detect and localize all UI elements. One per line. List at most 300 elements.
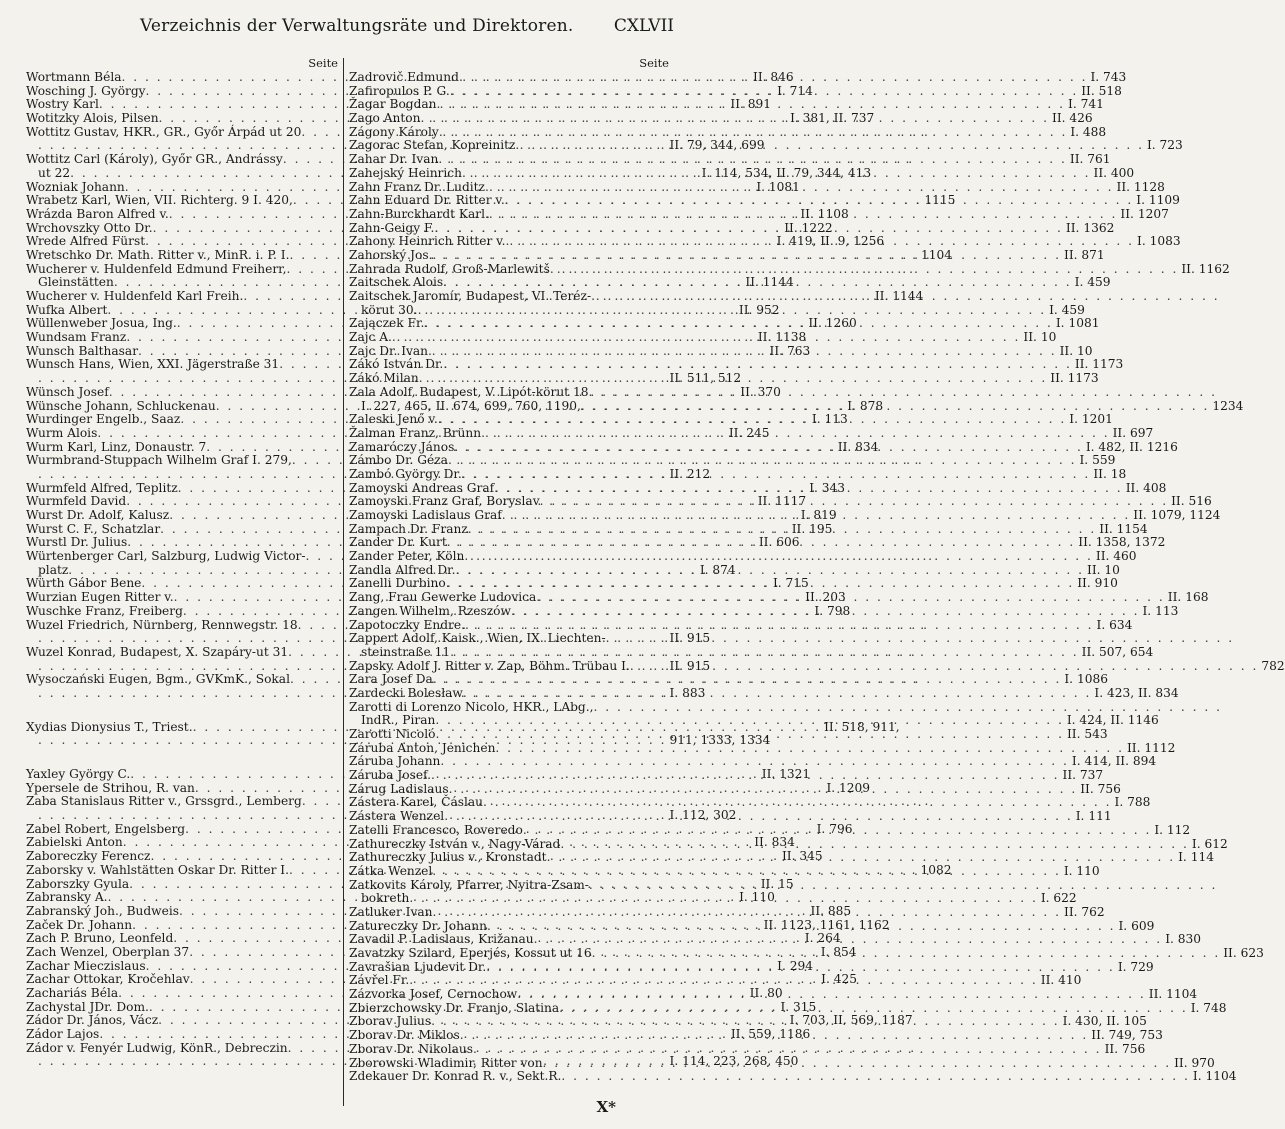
volume-ref: II. — [669, 631, 684, 646]
entry-name: Wurst Dr. Adolf, Kalusz — [26, 508, 170, 522]
index-entry — [26, 646, 338, 660]
volume-ref: II. — [1080, 781, 1094, 796]
entry-reference — [1144, 139, 1183, 153]
entry-name: Zago Anton — [349, 111, 421, 126]
entry-reference — [1049, 112, 1093, 126]
entry-name: Zampach Dr. Franz — [349, 521, 468, 536]
volume-ref: I. 414, II. — [1071, 754, 1129, 769]
volume-ref: II. — [1104, 1041, 1119, 1056]
leader-dots — [464, 550, 1093, 564]
leader-dots — [433, 673, 1062, 687]
page-ref: 1144 — [892, 289, 924, 303]
entry-name: Wuschke Franz, Freiberg — [26, 603, 183, 618]
leader-dots — [502, 509, 1131, 523]
page-ref: 10 — [1104, 562, 1120, 577]
volume-ref: II. — [1093, 165, 1108, 180]
entry-name: Zapsky Adolf J. Ritter v. Zap, Böhm. Trübau I. — [349, 658, 630, 673]
page-ref: 894 — [1132, 754, 1157, 769]
page-ref: 111 — [1088, 809, 1112, 824]
entry-reference — [1133, 194, 1180, 208]
entry-name: Zadrovič Edmund — [349, 70, 459, 84]
volume-ref: II. — [1181, 261, 1195, 276]
volume-ref: I. — [1096, 617, 1106, 632]
page-ref: 1146 — [1127, 713, 1159, 728]
page-ref: 1104 — [1166, 987, 1198, 1002]
entry-name: Zborav Dr. Nikolaus — [349, 1041, 474, 1056]
volume-ref: II. 749, — [1091, 1028, 1136, 1043]
entry-name: Zala Adolf, Budapest, V. Lipót-körut 18 — [349, 384, 589, 399]
page-ref: 18 — [1110, 466, 1127, 481]
leader-dots — [435, 714, 1064, 728]
entry-name: Wurmbrand-Stuppach Wilhelm Graf I. 279, — [26, 453, 292, 468]
page-ref: 408 — [1143, 480, 1167, 495]
page-ref: 105 — [1123, 1014, 1147, 1029]
entry-name: Zachystal JDr. Dom. — [26, 999, 149, 1014]
leader-dots — [454, 441, 1083, 455]
volume-ref: II. — [1116, 179, 1131, 194]
volume-ref: I. — [1146, 138, 1156, 153]
entry-reference — [1072, 276, 1111, 290]
entry-name: Wurmfeld David — [26, 494, 127, 509]
volume-ref: I. 419, II. 9, — [776, 234, 850, 249]
volume-ref: I. — [816, 821, 826, 836]
page-ref: 10 — [1040, 330, 1057, 345]
entry-name: platz — [38, 562, 69, 577]
volume-ref: I. — [809, 480, 818, 495]
leader-dots — [438, 153, 1067, 167]
page-ref: 1128 — [1133, 179, 1165, 194]
entry-reference — [1258, 660, 1284, 674]
entry-reference — [1178, 263, 1229, 277]
entry-reference — [1171, 1057, 1215, 1071]
entry-reference — [1069, 755, 1156, 769]
page-ref: 450 — [775, 1054, 799, 1069]
page-ref: 264 — [817, 931, 841, 946]
entry-name: Zahejský Heinrich — [349, 165, 462, 180]
entry-name: Zárug Ladislaus — [349, 781, 449, 796]
page-ref: 302 — [713, 808, 737, 823]
entry-reference — [1117, 208, 1168, 222]
entry-name: Würtenberger Carl, Salzburg, Ludwig Victor- — [26, 549, 306, 564]
volume-ref: II. — [1093, 466, 1107, 481]
index-entry-continuation — [349, 644, 1154, 660]
page-ref: 10 — [1076, 343, 1093, 358]
entry-name: Wottitz Gustav, HKR., GR., Győr Árpád ut 20 — [26, 124, 302, 139]
volume-ref: II. 507, — [1081, 644, 1127, 659]
entry-name: Zabel Robert, Engelsberg — [26, 821, 186, 836]
volume-ref: II. — [791, 521, 806, 536]
page-ref: 1138 — [775, 330, 807, 345]
entry-name: Wufka Albert — [26, 302, 108, 317]
volume-ref: II. — [1069, 152, 1084, 167]
page-ref: 622 — [1053, 891, 1077, 906]
entry-name: Zangen Wilhelm, Rzeszów — [349, 603, 511, 618]
volume-ref: I. — [1142, 603, 1152, 618]
entry-name: Zaboreczky Ferencz — [26, 849, 151, 864]
entry-name: Zamoyski Franz Graf, Boryslav — [349, 494, 540, 509]
volume-ref: II. — [810, 903, 825, 918]
page-ref: 80 — [767, 986, 783, 1000]
leader-dots — [581, 400, 1210, 414]
entry-reference — [1064, 714, 1159, 728]
entry-name: Zahorský Jos. — [349, 247, 433, 262]
entry-reference — [1123, 482, 1167, 496]
page-ref: 737 — [851, 111, 875, 126]
entry-reference — [1115, 920, 1154, 934]
leader-dots — [473, 1043, 1102, 1057]
page-ref: 741 — [1080, 97, 1104, 112]
entry-name: Zach Wenzel, Oberplan 37 — [26, 944, 190, 959]
entry-name: Zádor Lajos — [26, 1027, 100, 1042]
entry-name: Ypersele de Strihou, R. van — [26, 780, 195, 795]
page-ref: 343 — [821, 480, 846, 495]
entry-name: Zappert Adolf, Kaisk., Wien, IX. Liechten- — [349, 631, 606, 646]
entry-name: Wurzian Eugen Ritter v. — [26, 590, 174, 605]
page-ref: 1108 — [817, 206, 849, 221]
volume-ref: II. 79, 344, — [669, 138, 738, 153]
volume-ref: II. — [1148, 987, 1163, 1002]
entry-reference — [1114, 181, 1165, 195]
entry-reference — [1067, 153, 1111, 167]
volume-ref: II. — [1095, 549, 1110, 564]
volume-ref: II. 518, 911, — [824, 719, 900, 734]
index-entry — [26, 126, 338, 140]
entry-name: Zahn Franz Dr. Luditz — [349, 179, 485, 194]
volume-ref: II. — [1062, 768, 1077, 783]
entry-name: Záruba Johann — [349, 754, 441, 769]
index-entry — [349, 124, 1107, 140]
leader-dots — [495, 742, 1124, 756]
volume-ref: II. 511, — [669, 371, 715, 386]
entry-name: Wundsam Franz — [26, 330, 127, 345]
volume-ref: II. — [738, 302, 753, 317]
page-ref: 761 — [1087, 152, 1111, 167]
entry-name: Zach P. Bruno, Leonfeld — [26, 931, 174, 946]
volume-ref: II. — [1174, 1055, 1188, 1070]
leader-dots — [444, 810, 1073, 824]
volume-ref: II. — [1099, 521, 1113, 536]
leader-dots — [561, 1070, 1190, 1084]
entry-name: Zborav Julius — [349, 1014, 432, 1029]
index-entry — [349, 632, 669, 646]
entry-reference — [1072, 358, 1123, 372]
page-ref: 110 — [751, 890, 775, 905]
entry-name: Zardecki Bolesław — [349, 685, 463, 700]
entry-reference — [1102, 1043, 1146, 1057]
entry-name: Zachar Ottokar, Kročehlav — [26, 972, 190, 987]
leader-dots — [540, 495, 1169, 509]
volume-ref: I. — [777, 83, 786, 98]
page-ref: 425 — [833, 972, 857, 987]
entry-name: Zátka Wenzel — [349, 863, 433, 878]
page-ref: 723 — [1159, 138, 1183, 153]
page-ref: 113 — [824, 412, 848, 427]
page-ref: 1321 — [779, 767, 811, 781]
volume-ref: I. — [1137, 234, 1146, 249]
page-ref: 315 — [793, 999, 817, 1014]
entry-reference — [1075, 536, 1165, 550]
leader-dots — [487, 917, 1116, 934]
entry-name: Zander Peter, Köln — [349, 549, 465, 564]
page-ref: 1216 — [1146, 439, 1178, 454]
leader-dots — [424, 317, 1053, 331]
volume-ref: I. — [814, 603, 824, 618]
entry-name: Wrchovszky Otto Dr. — [26, 220, 153, 235]
volume-ref: I. — [1154, 822, 1164, 837]
volume-ref: II. — [1126, 740, 1141, 755]
entry-reference — [1175, 851, 1214, 865]
entry-name: Wurst C. F., Schatzlar — [26, 521, 161, 536]
volume-ref: II. — [874, 289, 889, 303]
leader-dots — [494, 482, 1123, 496]
entry-name: Zborowski Wladimir, Ritter von — [349, 1055, 543, 1070]
entry-name: Zanelli Durbino — [349, 576, 446, 591]
page-ref: 697 — [1130, 425, 1154, 440]
leader-dots — [481, 427, 1110, 441]
entry-name: Zamoyski Ladislaus Graf — [349, 508, 502, 522]
index-entry — [349, 754, 1157, 769]
entry-reference — [1189, 838, 1228, 852]
page-ref: 1104 — [1205, 1069, 1237, 1084]
entry-reference — [1046, 304, 1085, 318]
volume-ref: I. — [780, 999, 790, 1014]
entry-name: Zabielski Anton — [26, 835, 123, 850]
page-ref: 114 — [1190, 850, 1214, 865]
entry-name: Zavrašian Ljudevit Dr. — [349, 959, 487, 974]
page-ref: 756 — [1097, 781, 1121, 796]
entry-name: Zaitschek Alois — [349, 275, 444, 290]
volume-ref: II. — [769, 343, 784, 358]
page-ref: 1115 — [924, 193, 956, 208]
page-ref: 634 — [1109, 617, 1133, 632]
entry-name: Zathureczky Julius v., Kronstadt — [349, 850, 547, 865]
volume-ref: II. — [753, 70, 767, 84]
page-ref: 212 — [686, 466, 711, 481]
leader-dots — [463, 687, 1092, 701]
entry-reference — [1091, 687, 1178, 701]
page-ref: 294 — [789, 958, 814, 973]
entry-reference — [1220, 290, 1223, 304]
volume-ref: I. — [820, 944, 830, 959]
leader-dots — [435, 728, 1064, 742]
leader-dots — [433, 249, 1062, 263]
volume-ref: II. — [728, 425, 743, 440]
leader-dots — [420, 112, 1049, 126]
entry-name: Wurstl Dr. Julius — [26, 535, 128, 550]
volume-ref: I. — [826, 780, 836, 795]
entry-name: Zabransky A. — [26, 890, 108, 905]
leader-dots — [462, 167, 1091, 181]
page-ref: 874 — [712, 562, 736, 577]
entry-name: Zatluker Ivan — [349, 904, 433, 919]
entry-name: Zatureczky Dr. Johann — [349, 918, 487, 933]
entry-name: Zavatzky Szilard, Eperjés, Kossut ut 16 — [349, 946, 592, 960]
entry-reference — [1061, 906, 1105, 920]
leader-dots — [517, 988, 1146, 1002]
index-entry — [349, 386, 669, 400]
entry-name: Wozniak Johann — [26, 179, 125, 194]
entry-reference — [1130, 509, 1220, 523]
entry-name: Zaborszky Gyula — [26, 876, 130, 891]
entry-reference — [1038, 974, 1082, 988]
entry-name: Wünsch Josef — [26, 384, 109, 399]
page-ref: 345 — [799, 849, 823, 864]
entry-reference — [1209, 400, 1243, 414]
entry-name: Gleinstätten — [38, 275, 114, 290]
page-ref: 1081 — [768, 179, 800, 194]
volume-ref: II. — [1066, 727, 1081, 741]
volume-ref: I. — [821, 972, 830, 987]
entry-reference — [1090, 468, 1126, 482]
volume-ref: II. 1123, 1161, — [763, 917, 855, 932]
entry-name: Wucherer v. Huldenfeld Edmund Freiherr, — [26, 261, 287, 276]
volume-ref: I. — [1055, 316, 1065, 331]
index-entry — [349, 152, 1111, 167]
page-ref: 1104 — [921, 247, 953, 262]
page-ref: 819 — [813, 508, 837, 522]
volume-ref: II. — [761, 767, 776, 781]
section-gap — [26, 701, 338, 721]
entry-reference — [1053, 317, 1100, 331]
volume-ref: II. — [1040, 973, 1055, 988]
entry-name: bokreth — [361, 891, 410, 906]
entry-reference — [1084, 564, 1120, 578]
entry-name: Wurmfeld Alfred, Teplitz — [26, 480, 178, 495]
leader-dots — [437, 98, 1066, 112]
entry-name: Zajączek Fr. — [349, 316, 425, 331]
volume-ref: I. — [1114, 795, 1124, 810]
entry-name: Závřel Fr. — [349, 973, 410, 988]
volume-ref: II. — [837, 439, 852, 454]
entry-reference — [1064, 728, 1108, 742]
entry-reference — [1057, 345, 1093, 359]
entry-name: Zang, Frau Gewerke Ludovica — [349, 590, 537, 605]
page-ref: 410 — [1058, 973, 1082, 988]
entry-reference — [1083, 441, 1178, 455]
leader-dots — [455, 564, 1084, 578]
page-ref: 113 — [1155, 603, 1179, 618]
entry-name: Zákó Milan — [349, 371, 419, 386]
volume-ref: I. — [756, 179, 766, 194]
entry-reference — [1115, 961, 1154, 975]
leader-dots — [485, 181, 1114, 195]
leader-dots — [630, 660, 1259, 674]
page-ref: 1372 — [1134, 535, 1166, 550]
volume-ref: II. 1079, — [1133, 508, 1186, 522]
volume-ref: II. — [1167, 590, 1182, 605]
leader-dots — [446, 577, 1075, 591]
leader-dots — [450, 85, 1079, 99]
entry-reference — [1078, 85, 1122, 99]
leader-dots — [543, 1057, 1172, 1071]
entry-name: Zástera Karel, Čáslau — [349, 795, 483, 810]
entry-name: Zachariás Béla — [26, 986, 119, 1000]
entry-reference — [1165, 591, 1209, 605]
page-ref: 1334 — [739, 733, 771, 748]
index-entry — [349, 701, 669, 715]
leader-dots — [448, 454, 1077, 468]
volume-ref: II. — [805, 590, 819, 605]
volume-ref: I. — [1075, 809, 1085, 824]
entry-name: Zagorac Stefan, Kopreinitz — [349, 138, 516, 153]
page-ref: 871 — [1081, 247, 1105, 262]
entry-name: Wosching J. György — [26, 83, 146, 98]
page-ref: 512 — [717, 371, 742, 386]
entry-reference — [1217, 386, 1220, 400]
entry-name: Wuzel Konrad, Budapest, X. Szapáry-ut 31 — [26, 644, 289, 659]
page-ref: 518 — [1098, 83, 1122, 98]
page-ref: 952 — [756, 302, 780, 317]
page-ref: 110 — [1076, 863, 1100, 878]
volume-ref: I. — [847, 398, 856, 413]
page-ref: 606 — [776, 535, 800, 550]
leader-dots — [433, 903, 1062, 920]
entry-name: Zámbo Dr. Géza — [349, 453, 448, 468]
entry-name: Zahrada Rudolf, Groß-Marlewitš — [349, 261, 550, 276]
leader-dots — [428, 345, 1057, 359]
leader-dots — [547, 851, 1176, 865]
volume-ref: II. — [1059, 343, 1074, 358]
entry-reference — [1076, 454, 1115, 468]
entry-name: Wüllenweber Josua, Ing. — [26, 316, 177, 331]
index-entry — [26, 550, 338, 564]
entry-name: Würth Gábor Bene — [26, 576, 142, 591]
entry-name: Žagar Bogdan — [349, 97, 437, 112]
entry-reference — [1220, 947, 1264, 961]
entry-name: Wysoczański Eugen, Bgm., GVKmK., Sokal — [26, 672, 290, 687]
volume-ref: II. — [1112, 425, 1127, 440]
page-ref: 846 — [770, 70, 794, 84]
page-ref: 834 — [771, 835, 795, 850]
entry-name: Zahn-Geigy F. — [349, 220, 435, 235]
leader-dots — [450, 646, 1079, 660]
volume-ref: II. — [1171, 494, 1185, 509]
page-ref: 715 — [785, 576, 809, 591]
leader-dots — [515, 139, 1144, 153]
leader-dots — [465, 619, 1094, 633]
entry-name: Wuzel Friedrich, Nürnberg, Rennwegstr. 18 — [26, 617, 298, 632]
entry-name: Zahony Heinrich Ritter v. — [349, 234, 506, 249]
volume-ref: II. 559, — [730, 1027, 776, 1042]
page-ref: 1234 — [1212, 398, 1244, 413]
volume-ref: II. — [1120, 206, 1134, 221]
page-ref: 748 — [1203, 1000, 1227, 1015]
entry-reference — [1038, 892, 1077, 906]
page-ref: 1117 — [775, 494, 807, 509]
entry-name: Wunsch Balthasar — [26, 343, 139, 358]
leader-dots — [588, 386, 1217, 400]
leader-dots — [589, 876, 1218, 893]
page-ref: 516 — [1188, 494, 1212, 509]
page-ref: 1362 — [1083, 220, 1115, 235]
page-ref: 1186 — [779, 1027, 811, 1042]
page-ref: 830 — [1177, 932, 1202, 947]
entry-name: Zarotti Nicoló — [349, 727, 436, 741]
entry-reference — [1222, 701, 1225, 715]
leader-dots — [440, 755, 1069, 769]
page-ref: 1162 — [858, 917, 890, 932]
entry-name: IndR., Piran — [361, 713, 436, 728]
page-ref: 1187 — [881, 1013, 913, 1028]
entry-name: Zádor Dr. János, Vácz — [26, 1013, 159, 1028]
volume-ref: II. — [1223, 946, 1237, 960]
page-ref: 782 — [1261, 658, 1285, 673]
leader-dots — [409, 974, 1038, 988]
entry-name: Zajc Dr. Ivan — [349, 343, 429, 358]
volume-ref: II. — [730, 97, 744, 112]
entry-reference — [1077, 783, 1121, 797]
volume-ref: I. — [1069, 412, 1078, 427]
